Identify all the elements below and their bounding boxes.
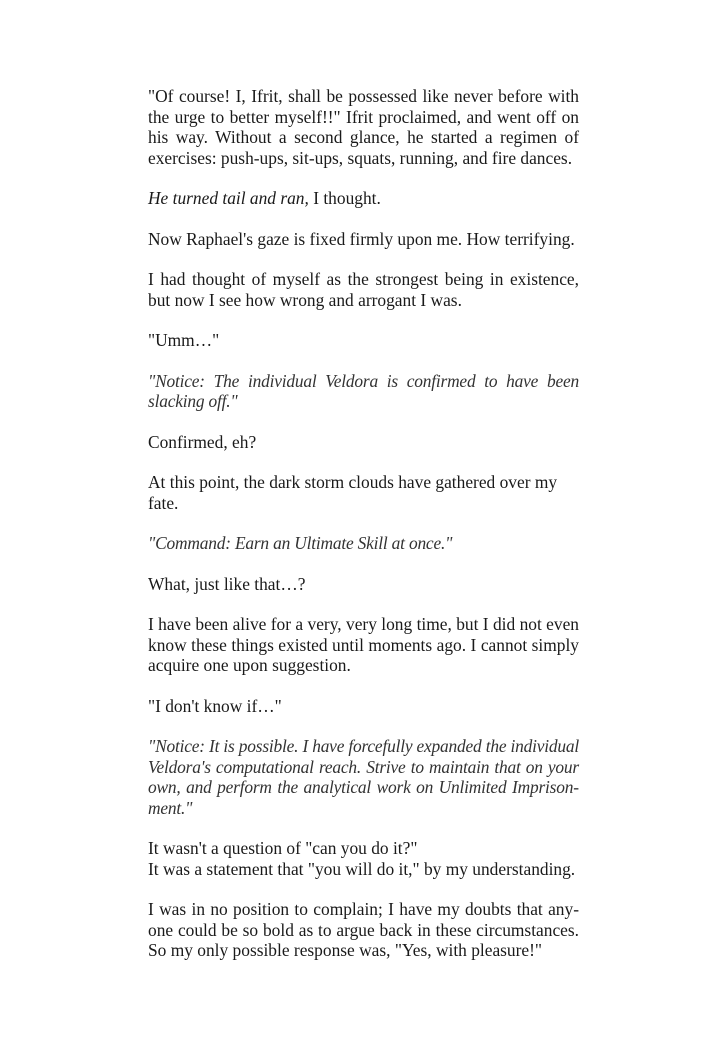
paragraph-14-line-2: It was a statement that "you will do it," by my understanding. [148, 858, 576, 879]
paragraph-4: I had thought of myself as the strongest being in existence, but now I see how wrong and arrogant I was. [148, 269, 579, 310]
paragraph-12: "I don't know if…" [148, 695, 282, 716]
paragraph-1: "Of course! I, Ifrit, shall be possessed like never before with the urge to better myself!!" Ifrit proclaimed, and went off on his way. Without a second glance, he started a regimen of exercises: push-ups, sit-ups, squats, running, and fire dances. [148, 86, 579, 168]
paragraph-7: Confirmed, eh? [148, 431, 257, 452]
paragraph-2 [148, 188, 579, 209]
italic-thought: He turned tail and ran, [148, 188, 309, 208]
book-page [148, 86, 579, 981]
paragraph-15: I was in no position to complain; I have my doubts that anyone could be so bold as to argue back in these circumstances. So my only possible response was, "Yes, with pleasure!" [148, 899, 579, 960]
paragraph-8: At this point, the dark storm clouds have gathered over my fate. [148, 472, 558, 513]
paragraph-10: What, just like that…? [148, 573, 306, 594]
paragraph-14-line-1: It wasn't a question of "can you do it?" [148, 838, 418, 858]
notice-paragraph-1: "Notice: The individual Veldora is confirmed to have been slacking off." [148, 370, 579, 411]
paragraph-5: "Umm…" [148, 330, 220, 350]
paragraph-3: Now Raphael's gaze is fixed firmly upon me. How terrifying. [148, 228, 575, 249]
paragraph-2-rest: I thought. [308, 188, 381, 208]
command-paragraph: "Command: Earn an Ultimate Skill at once." [148, 533, 453, 553]
paragraph-11: I have been alive for a very, very long time, but I did not even know these things existed until moments ago. I cannot simply acquire one upon suggestion. [148, 614, 579, 675]
paragraph-14 [148, 838, 579, 879]
notice-paragraph-2: "Notice: It is possible. I have forcefully expanded the individual Veldora's computational reach. Strive to maintain that on your own, and perform the analytical work on Unlimited Imprisonment." [148, 736, 580, 818]
